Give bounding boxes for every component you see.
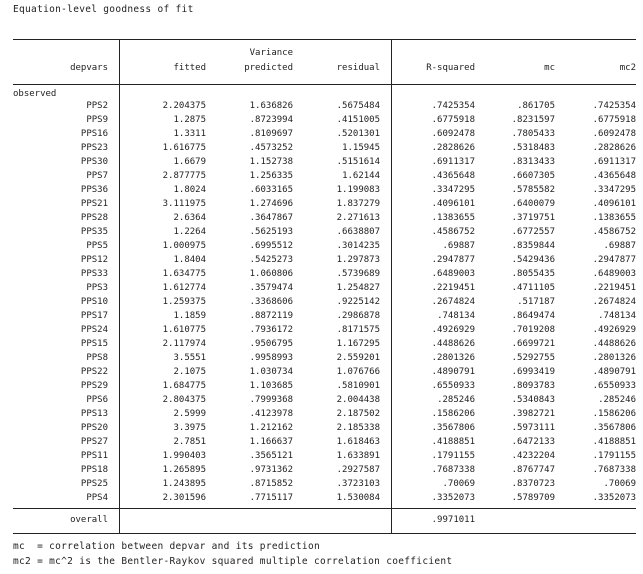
cell-residual: .5201301 (336, 129, 380, 139)
cell-predicted: .3579474 (249, 283, 293, 293)
cell-fitted: 1.259375 (162, 297, 206, 307)
cell-mc2: .2801326 (592, 353, 636, 363)
row-depvar: PPS2 (86, 101, 108, 111)
cell-fitted: 2.5999 (173, 409, 206, 419)
cell-predicted: .4123978 (249, 409, 293, 419)
cell-mc: .5340843 (511, 395, 555, 405)
cell-mc2: .4586752 (592, 227, 636, 237)
cell-fitted: 1.634775 (162, 269, 206, 279)
cell-fitted: 1.3311 (173, 129, 206, 139)
cell-rsquared: .69887 (442, 241, 475, 251)
row-depvar: PPS12 (80, 255, 108, 265)
cell-mc: .8231597 (511, 115, 555, 125)
cell-mc: .5429436 (511, 255, 555, 265)
cell-residual: 1.254827 (336, 283, 380, 293)
cell-fitted: 1.1859 (173, 311, 206, 321)
cell-rsquared: .2947877 (431, 255, 475, 265)
cell-predicted: .8872119 (249, 311, 293, 321)
cell-mc2: .4488626 (592, 339, 636, 349)
cell-residual: .4151005 (336, 115, 380, 125)
cell-rsquared: .4365648 (431, 171, 475, 181)
row-depvar: PPS21 (80, 199, 108, 209)
cell-fitted: 2.117974 (162, 339, 206, 349)
cell-rsquared: .6489003 (431, 269, 475, 279)
row-depvar: PPS7 (86, 171, 108, 181)
cell-residual: 2.187502 (336, 409, 380, 419)
cell-fitted: 1.8404 (173, 255, 206, 265)
cell-residual: 1.076766 (336, 367, 380, 377)
overall-label: overall (70, 515, 108, 525)
top-rule (13, 39, 636, 40)
cell-predicted: .5425273 (249, 255, 293, 265)
footnote-mc: mc = correlation between depvar and its prediction (13, 541, 320, 552)
cell-mc2: .1383655 (592, 213, 636, 223)
cell-mc2: .748134 (598, 311, 636, 321)
table-title: Equation-level goodness of fit (13, 4, 194, 15)
row-depvar: PPS6 (86, 395, 108, 405)
cell-mc: .517187 (517, 297, 555, 307)
cell-mc2: .4096101 (592, 199, 636, 209)
cell-mc: .5318483 (511, 143, 555, 153)
cell-fitted: 1.610775 (162, 325, 206, 335)
row-depvar: PPS3 (86, 283, 108, 293)
cell-fitted: 2.6364 (173, 213, 206, 223)
cell-residual: 2.185338 (336, 423, 380, 433)
row-depvar: PPS25 (80, 479, 108, 489)
cell-fitted: 2.7851 (173, 437, 206, 447)
header-rsquared: R-squared (426, 63, 475, 73)
cell-rsquared: .4488626 (431, 339, 475, 349)
cell-fitted: 2.1075 (173, 367, 206, 377)
cell-predicted: 1.256335 (249, 171, 293, 181)
cell-rsquared: .1383655 (431, 213, 475, 223)
cell-fitted: 1.265895 (162, 465, 206, 475)
cell-rsquared: .7687338 (431, 465, 475, 475)
cell-mc2: .7687338 (592, 465, 636, 475)
cell-mc: .3982721 (511, 409, 555, 419)
cell-mc2: .4926929 (592, 325, 636, 335)
cell-fitted: 1.990403 (162, 451, 206, 461)
cell-residual: 1.167295 (336, 339, 380, 349)
cell-mc: .6607305 (511, 171, 555, 181)
cell-residual: .2927587 (336, 465, 380, 475)
cell-rsquared: .2828626 (431, 143, 475, 153)
cell-mc: .5973111 (511, 423, 555, 433)
cell-mc2: .2947877 (592, 255, 636, 265)
cell-mc2: .4365648 (592, 171, 636, 181)
cell-mc2: .6775918 (592, 115, 636, 125)
row-depvar: PPS9 (86, 115, 108, 125)
row-depvar: PPS33 (80, 269, 108, 279)
cell-predicted: .3368606 (249, 297, 293, 307)
cell-predicted: .8109697 (249, 129, 293, 139)
cell-mc2: .69887 (603, 241, 636, 251)
cell-fitted: 3.3975 (173, 423, 206, 433)
cell-fitted: 1.684775 (162, 381, 206, 391)
cell-rsquared: .70069 (442, 479, 475, 489)
cell-fitted: 1.000975 (162, 241, 206, 251)
header-depvars: depvars (70, 63, 108, 73)
cell-predicted: .7715117 (249, 493, 293, 503)
cell-rsquared: .4890791 (431, 367, 475, 377)
cell-mc: .5785582 (511, 185, 555, 195)
cell-mc2: .4890791 (592, 367, 636, 377)
cell-mc: .8093783 (511, 381, 555, 391)
cell-residual: .3723103 (336, 479, 380, 489)
cell-mc: .6993419 (511, 367, 555, 377)
cell-fitted: 2.804375 (162, 395, 206, 405)
row-depvar: PPS10 (80, 297, 108, 307)
cell-mc: .6472133 (511, 437, 555, 447)
cell-residual: 1.530084 (336, 493, 380, 503)
row-depvar: PPS15 (80, 339, 108, 349)
row-depvar: PPS35 (80, 227, 108, 237)
overall-rsquared: .9971011 (431, 515, 475, 525)
row-depvar: PPS16 (80, 129, 108, 139)
cell-fitted: 2.301596 (162, 493, 206, 503)
row-depvar: PPS28 (80, 213, 108, 223)
header-predicted: predicted (244, 63, 293, 73)
cell-rsquared: .6911317 (431, 157, 475, 167)
cell-fitted: 1.6679 (173, 157, 206, 167)
cell-residual: 2.271613 (336, 213, 380, 223)
cell-predicted: 1.166637 (249, 437, 293, 447)
cell-rsquared: .3567806 (431, 423, 475, 433)
cell-rsquared: .7425354 (431, 101, 475, 111)
cell-mc2: .6911317 (592, 157, 636, 167)
cell-mc2: .1586206 (592, 409, 636, 419)
row-depvar: PPS20 (80, 423, 108, 433)
cell-predicted: .4573252 (249, 143, 293, 153)
cell-mc: .7019208 (511, 325, 555, 335)
cell-mc2: .7425354 (592, 101, 636, 111)
overall-bottom-rule (13, 533, 636, 534)
cell-rsquared: .3352073 (431, 493, 475, 503)
cell-rsquared: .285246 (437, 395, 475, 405)
cell-mc: .5292755 (511, 353, 555, 363)
cell-predicted: 1.274696 (249, 199, 293, 209)
header-residual: residual (336, 63, 380, 73)
cell-residual: 1.633891 (336, 451, 380, 461)
cell-predicted: 1.636826 (249, 101, 293, 111)
cell-fitted: 3.111975 (162, 199, 206, 209)
cell-predicted: .5625193 (249, 227, 293, 237)
row-depvar: PPS4 (86, 493, 108, 503)
cell-residual: .5151614 (336, 157, 380, 167)
row-depvar: PPS30 (80, 157, 108, 167)
cell-residual: 1.62144 (342, 171, 380, 181)
cell-predicted: .7936172 (249, 325, 293, 335)
cell-mc: .8359844 (511, 241, 555, 251)
cell-residual: 1.15945 (342, 143, 380, 153)
cell-mc: .6699721 (511, 339, 555, 349)
cell-mc: .8649474 (511, 311, 555, 321)
cell-residual: 2.559201 (336, 353, 380, 363)
cell-mc2: .2674824 (592, 297, 636, 307)
cell-predicted: 1.103685 (249, 381, 293, 391)
cell-mc2: .6550933 (592, 381, 636, 391)
cell-residual: .5675484 (336, 101, 380, 111)
cell-residual: 1.618463 (336, 437, 380, 447)
cell-mc2: .285246 (598, 395, 636, 405)
cell-mc2: .3347295 (592, 185, 636, 195)
header-fitted: fitted (173, 63, 206, 73)
cell-fitted: 1.2875 (173, 115, 206, 125)
cell-residual: .9225142 (336, 297, 380, 307)
overall-top-rule (13, 508, 636, 509)
row-depvar: PPS18 (80, 465, 108, 475)
cell-mc: .8767747 (511, 465, 555, 475)
header-rule (13, 84, 636, 85)
cell-mc: .6772557 (511, 227, 555, 237)
cell-rsquared: .2674824 (431, 297, 475, 307)
cell-residual: .5810901 (336, 381, 380, 391)
cell-residual: .8171575 (336, 325, 380, 335)
row-depvar: PPS22 (80, 367, 108, 377)
cell-mc2: .2219451 (592, 283, 636, 293)
cell-mc2: .70069 (603, 479, 636, 489)
cell-fitted: 1.2264 (173, 227, 206, 237)
cell-rsquared: .2219451 (431, 283, 475, 293)
row-depvar: PPS23 (80, 143, 108, 153)
header-variance: Variance (249, 48, 293, 58)
cell-rsquared: .6092478 (431, 129, 475, 139)
row-depvar: PPS8 (86, 353, 108, 363)
row-depvar: PPS36 (80, 185, 108, 195)
cell-mc: .8370723 (511, 479, 555, 489)
header-mc2: mc2 (619, 63, 636, 73)
group-label-observed: observed (13, 89, 57, 99)
cell-rsquared: .4188851 (431, 437, 475, 447)
cell-mc2: .4188851 (592, 437, 636, 447)
cell-predicted: 1.212162 (249, 423, 293, 433)
cell-rsquared: .4096101 (431, 199, 475, 209)
cell-rsquared: .748134 (437, 311, 475, 321)
cell-residual: 1.199083 (336, 185, 380, 195)
row-depvar: PPS17 (80, 311, 108, 321)
cell-rsquared: .4586752 (431, 227, 475, 237)
row-depvar: PPS5 (86, 241, 108, 251)
row-depvar: PPS13 (80, 409, 108, 419)
row-depvar: PPS11 (80, 451, 108, 461)
cell-residual: 2.004438 (336, 395, 380, 405)
cell-mc: .861705 (517, 101, 555, 111)
cell-mc2: .1791155 (592, 451, 636, 461)
cell-predicted: .8715852 (249, 479, 293, 489)
cell-fitted: 3.5551 (173, 353, 206, 363)
cell-fitted: 1.616775 (162, 143, 206, 153)
cell-mc: .5789709 (511, 493, 555, 503)
cell-residual: .3014235 (336, 241, 380, 251)
cell-mc2: .6092478 (592, 129, 636, 139)
cell-residual: .6638807 (336, 227, 380, 237)
cell-fitted: 1.612774 (162, 283, 206, 293)
cell-predicted: .6995512 (249, 241, 293, 251)
cell-rsquared: .6775918 (431, 115, 475, 125)
cell-mc: .8313433 (511, 157, 555, 167)
cell-rsquared: .2801326 (431, 353, 475, 363)
cell-mc: .6400079 (511, 199, 555, 209)
cell-fitted: 2.204375 (162, 101, 206, 111)
cell-residual: 1.297873 (336, 255, 380, 265)
cell-predicted: .3647867 (249, 213, 293, 223)
cell-fitted: 2.877775 (162, 171, 206, 181)
cell-mc: .7805433 (511, 129, 555, 139)
cell-fitted: 1.8024 (173, 185, 206, 195)
cell-fitted: 1.243895 (162, 479, 206, 489)
cell-mc2: .6489003 (592, 269, 636, 279)
header-mc: mc (544, 63, 555, 73)
cell-mc2: .3567806 (592, 423, 636, 433)
cell-predicted: .7999368 (249, 395, 293, 405)
cell-mc: .3719751 (511, 213, 555, 223)
cell-predicted: .9731362 (249, 465, 293, 475)
cell-residual: 1.837279 (336, 199, 380, 209)
cell-predicted: 1.030734 (249, 367, 293, 377)
footnote-mc2: mc2 = mc^2 is the Bentler-Raykov squared multiple correlation coefficient (13, 556, 453, 567)
cell-rsquared: .6550933 (431, 381, 475, 391)
cell-rsquared: .4926929 (431, 325, 475, 335)
cell-rsquared: .3347295 (431, 185, 475, 195)
cell-predicted: 1.060806 (249, 269, 293, 279)
cell-rsquared: .1791155 (431, 451, 475, 461)
cell-mc: .4232204 (511, 451, 555, 461)
row-depvar: PPS24 (80, 325, 108, 335)
row-depvar: PPS27 (80, 437, 108, 447)
cell-residual: .2986878 (336, 311, 380, 321)
cell-predicted: .3565121 (249, 451, 293, 461)
cell-mc: .8055435 (511, 269, 555, 279)
cell-predicted: .8723994 (249, 115, 293, 125)
cell-rsquared: .1586206 (431, 409, 475, 419)
cell-predicted: .9506795 (249, 339, 293, 349)
cell-mc2: .3352073 (592, 493, 636, 503)
cell-predicted: .6033165 (249, 185, 293, 195)
cell-predicted: 1.152738 (249, 157, 293, 167)
cell-residual: .5739689 (336, 269, 380, 279)
row-depvar: PPS29 (80, 381, 108, 391)
cell-mc2: .2828626 (592, 143, 636, 153)
cell-mc: .4711105 (511, 283, 555, 293)
cell-predicted: .9958993 (249, 353, 293, 363)
